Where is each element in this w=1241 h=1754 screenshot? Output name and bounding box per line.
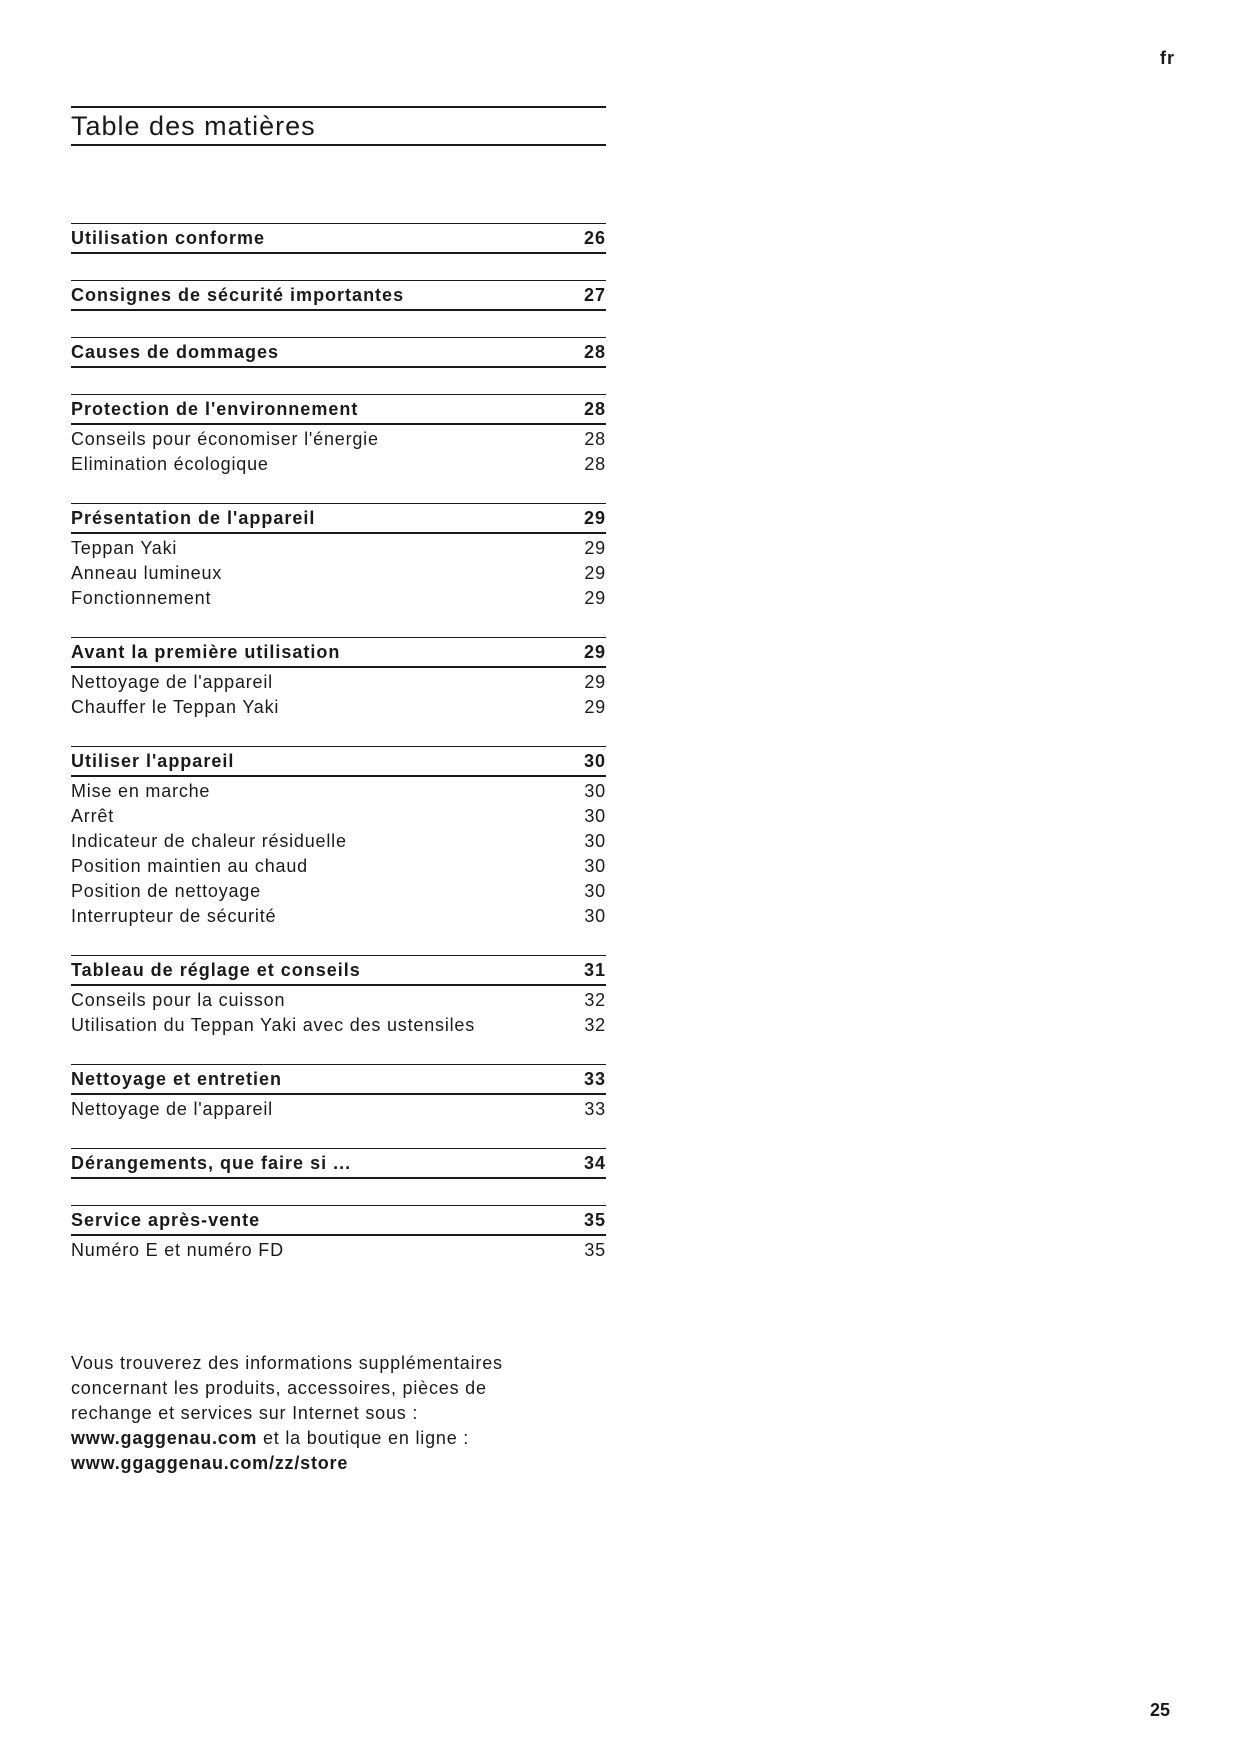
toc-section (71, 1064, 606, 1122)
toc-entry-page: 28 (584, 454, 606, 474)
toc-entry-label: Fonctionnement (71, 588, 212, 608)
toc-section-title: Nettoyage et entretien (71, 1068, 283, 1089)
toc-entry-label: Chauffer le Teppan Yaki (71, 697, 280, 717)
toc-entry-page: 29 (584, 538, 606, 558)
toc-entry-label: Numéro E et numéro FD (71, 1240, 284, 1260)
toc-section-page: 33 (583, 1068, 606, 1089)
toc-section-heading[interactable] (71, 337, 606, 368)
toc-entry-label: Utilisation du Teppan Yaki avec des ustensiles (71, 1015, 476, 1035)
toc-entry[interactable] (71, 779, 606, 804)
toc-entry[interactable] (71, 854, 606, 879)
toc-entry[interactable] (71, 988, 606, 1013)
toc-section (71, 637, 606, 720)
toc-section-heading[interactable] (71, 394, 606, 425)
store-link[interactable]: www.ggaggenau.com/zz/store (71, 1453, 349, 1473)
toc-entry[interactable] (71, 452, 606, 477)
toc-section-page: 27 (583, 284, 606, 305)
toc-section-title: Utiliser l'appareil (71, 750, 235, 771)
toc-section-heading[interactable] (71, 1064, 606, 1095)
toc-section-heading[interactable] (71, 746, 606, 777)
toc-section-page: 28 (583, 341, 606, 362)
toc-entry[interactable] (71, 904, 606, 929)
toc-section-page: 34 (583, 1152, 606, 1173)
toc-entry-list (71, 534, 606, 611)
toc-section (71, 955, 606, 1038)
toc-entry-label: Conseils pour économiser l'énergie (71, 429, 379, 449)
toc-entry-label: Interrupteur de sécurité (71, 906, 277, 926)
toc-section-page: 26 (583, 227, 606, 248)
toc-section-title: Dérangements, que faire si ... (71, 1152, 352, 1173)
toc-section-page: 30 (583, 750, 606, 771)
toc-entry-label: Indicateur de chaleur résiduelle (71, 831, 347, 851)
toc-entry-page: 29 (584, 672, 606, 692)
toc-entry-label: Arrêt (71, 806, 115, 826)
toc-entry[interactable] (71, 1097, 606, 1122)
toc-entry[interactable] (71, 879, 606, 904)
toc-section (71, 223, 606, 254)
toc-entry[interactable] (71, 695, 606, 720)
toc-section-title: Consignes de sécurité importantes (71, 284, 405, 305)
toc-section-page: 28 (583, 398, 606, 419)
toc-section (71, 394, 606, 477)
page-title: Table des matières (71, 106, 606, 146)
toc-entry[interactable] (71, 829, 606, 854)
toc-entry-list (71, 668, 606, 720)
toc-entry[interactable] (71, 670, 606, 695)
toc-section-page: 29 (583, 641, 606, 662)
toc-section-title: Tableau de réglage et conseils (71, 959, 361, 980)
toc-entry[interactable] (71, 1238, 606, 1263)
toc-entry-page: 30 (584, 806, 606, 826)
toc-entry-label: Position maintien au chaud (71, 856, 308, 876)
toc-section-title: Causes de dommages (71, 341, 280, 362)
footer-line-rest: et la boutique en ligne : (257, 1428, 470, 1448)
toc-entry-label: Teppan Yaki (71, 538, 178, 558)
toc-entry-list (71, 425, 606, 477)
toc-section-page: 31 (583, 959, 606, 980)
toc-section-title: Présentation de l'appareil (71, 507, 316, 528)
toc-entry-page: 32 (584, 990, 606, 1010)
footer-line (71, 1426, 571, 1451)
footer-text (71, 1351, 571, 1476)
toc-entry-label: Elimination écologique (71, 454, 269, 474)
toc-entry-page: 30 (584, 881, 606, 901)
toc-section-heading[interactable] (71, 280, 606, 311)
toc-entry-page: 28 (584, 429, 606, 449)
language-code: fr (1160, 48, 1175, 68)
toc-entry[interactable] (71, 1013, 606, 1038)
toc-entry-list (71, 1236, 606, 1263)
toc-entry-page: 30 (584, 781, 606, 801)
toc-section (71, 746, 606, 929)
toc-entry[interactable] (71, 804, 606, 829)
toc-entry[interactable] (71, 586, 606, 611)
toc-entry-label: Nettoyage de l'appareil (71, 1099, 273, 1119)
toc-section-heading[interactable] (71, 637, 606, 668)
website-link[interactable]: www.gaggenau.com (71, 1428, 258, 1448)
toc-entry-page: 29 (584, 588, 606, 608)
toc-entry-page: 29 (584, 697, 606, 717)
toc-entry-label: Position de nettoyage (71, 881, 261, 901)
toc-entry-page: 32 (584, 1015, 606, 1035)
toc-section (71, 337, 606, 368)
toc-section-title: Utilisation conforme (71, 227, 266, 248)
toc-entry-list (71, 1095, 606, 1122)
toc-section (71, 280, 606, 311)
toc-section (71, 1205, 606, 1263)
toc-entry[interactable] (71, 561, 606, 586)
toc-section-title: Protection de l'environnement (71, 398, 359, 419)
toc-section-page: 29 (583, 507, 606, 528)
toc-entry-label: Conseils pour la cuisson (71, 990, 286, 1010)
toc-entry-page: 33 (584, 1099, 606, 1119)
toc-entry-list (71, 777, 606, 929)
toc-section-heading[interactable] (71, 223, 606, 254)
toc-entry-page: 35 (584, 1240, 606, 1260)
toc-entry[interactable] (71, 536, 606, 561)
page-number: 25 (1150, 1700, 1171, 1720)
toc-section-title: Avant la première utilisation (71, 641, 341, 662)
toc-entry-page: 30 (584, 856, 606, 876)
toc-entry-page: 30 (584, 831, 606, 851)
toc-entry-label: Nettoyage de l'appareil (71, 672, 273, 692)
footer-line: rechange et services sur Internet sous : (71, 1403, 419, 1423)
toc-section (71, 1148, 606, 1179)
toc-entry-list (71, 986, 606, 1038)
footer-line: concernant les produits, accessoires, pièces de (71, 1378, 487, 1398)
footer-line: Vous trouverez des informations supplémentaires (71, 1353, 503, 1373)
toc-entry-page: 30 (584, 906, 606, 926)
toc-section-page: 35 (583, 1209, 606, 1230)
toc-entry-label: Anneau lumineux (71, 563, 223, 583)
toc-entry[interactable] (71, 427, 606, 452)
toc-section-title: Service après-vente (71, 1209, 261, 1230)
toc-section-heading[interactable] (71, 503, 606, 534)
toc-section-heading[interactable] (71, 1148, 606, 1179)
table-of-contents (71, 223, 606, 1289)
toc-entry-label: Mise en marche (71, 781, 211, 801)
toc-section-heading[interactable] (71, 955, 606, 986)
footer-line (71, 1451, 571, 1476)
toc-entry-page: 29 (584, 563, 606, 583)
toc-section-heading[interactable] (71, 1205, 606, 1236)
toc-section (71, 503, 606, 611)
